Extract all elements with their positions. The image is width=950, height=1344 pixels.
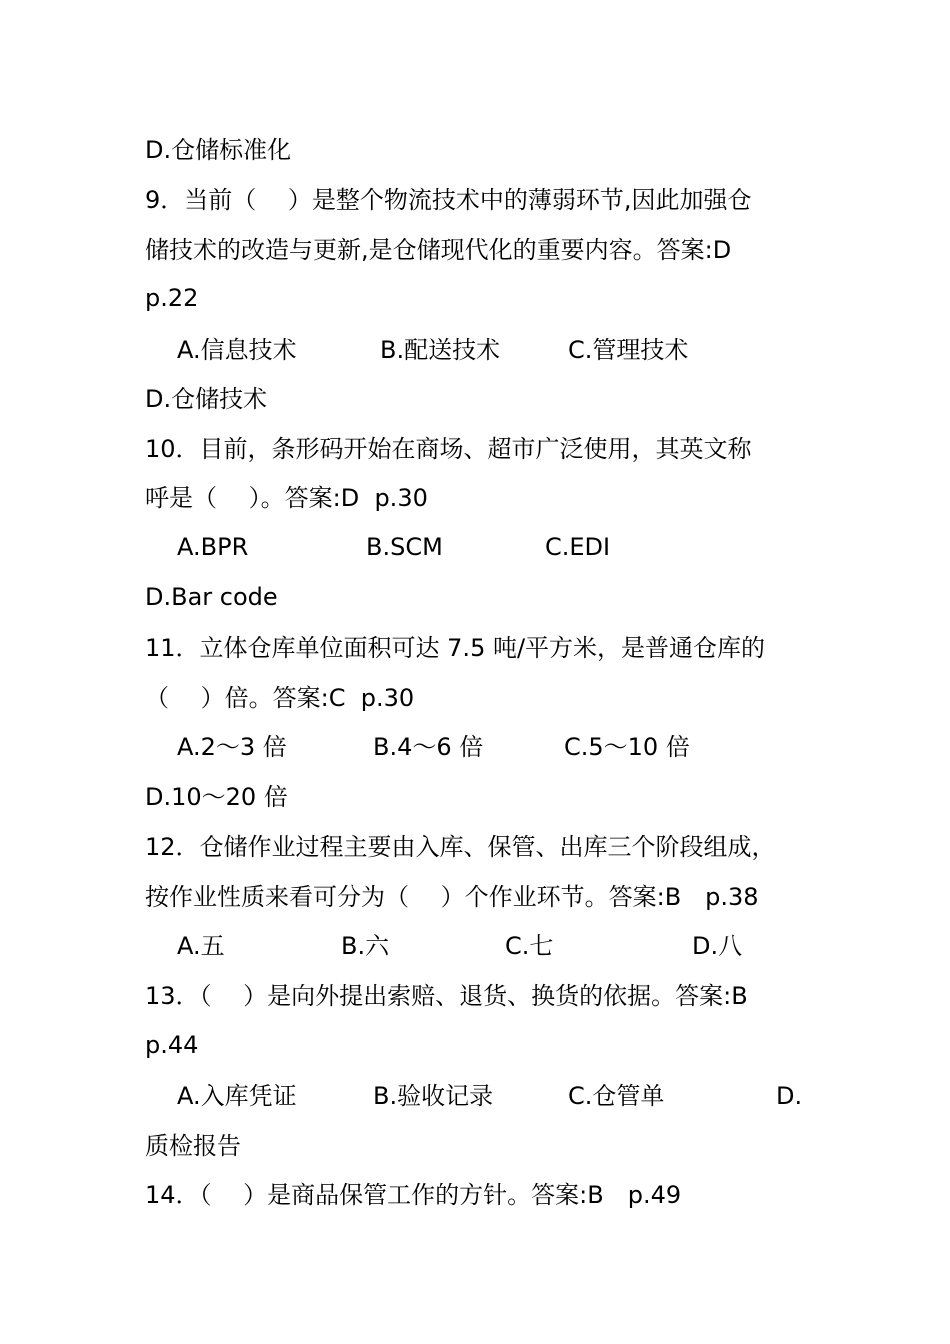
q12-option-a: A.五 <box>177 932 225 960</box>
q11-option-a: A.2～3 倍 <box>177 733 287 761</box>
q9-option-a: A.信息技术 <box>177 336 297 364</box>
q10-option-c: C.EDI <box>545 533 611 561</box>
q10-option-d: D.Bar code <box>145 583 278 611</box>
question-10-line-2: 呼是（ ）。答案:D p.30 <box>145 484 428 512</box>
q10-option-b: B.SCM <box>366 533 443 561</box>
q10-option-a: A.BPR <box>177 533 249 561</box>
q11-option-c: C.5～10 倍 <box>564 733 690 761</box>
question-9-line-3: p.22 <box>145 284 199 312</box>
q9-option-b: B.配送技术 <box>380 336 501 364</box>
q11-option-d: D.10～20 倍 <box>145 783 288 811</box>
q9-option-d: D.仓储技术 <box>145 385 268 413</box>
question-14-line-1: 14．（ ）是商品保管工作的方针。答案:B p.49 <box>145 1181 682 1209</box>
question-9-line-2: 储技术的改造与更新,是仓储现代化的重要内容。答案:D <box>145 236 732 264</box>
question-13-line-2: p.44 <box>145 1031 199 1059</box>
q12-option-c: C.七 <box>505 932 554 960</box>
question-11-line-2: （ ）倍。答案:C p.30 <box>145 684 415 712</box>
question-9-line-1: 9．当前（ ）是整个物流技术中的薄弱环节,因此加强仓 <box>145 186 752 214</box>
q12-option-b: B.六 <box>341 932 390 960</box>
q9-option-c: C.管理技术 <box>568 336 689 364</box>
q13-option-b: B.验收记录 <box>373 1082 494 1110</box>
q13-option-d-text: 质检报告 <box>145 1132 241 1160</box>
q12-option-d: D.八 <box>692 932 743 960</box>
question-12-line-2: 按作业性质来看可分为（ ）个作业环节。答案:B p.38 <box>145 883 759 911</box>
q13-option-a: A.入库凭证 <box>177 1082 297 1110</box>
q13-option-c: C.仓管单 <box>568 1082 665 1110</box>
q11-option-b: B.4～6 倍 <box>373 733 484 761</box>
question-10-line-1: 10．目前，条形码开始在商场、超市广泛使用，其英文称 <box>145 435 752 463</box>
text-line: D.仓储标准化 <box>145 136 292 164</box>
question-13-line-1: 13．（ ）是向外提出索赔、退货、换货的依据。答案:B <box>145 982 748 1010</box>
question-11-line-1: 11．立体仓库单位面积可达 7.5 吨/平方米，是普通仓库的 <box>145 634 766 662</box>
q13-option-d: D. <box>776 1082 803 1110</box>
question-12-line-1: 12．仓储作业过程主要由入库、保管、出库三个阶段组成， <box>145 833 776 861</box>
